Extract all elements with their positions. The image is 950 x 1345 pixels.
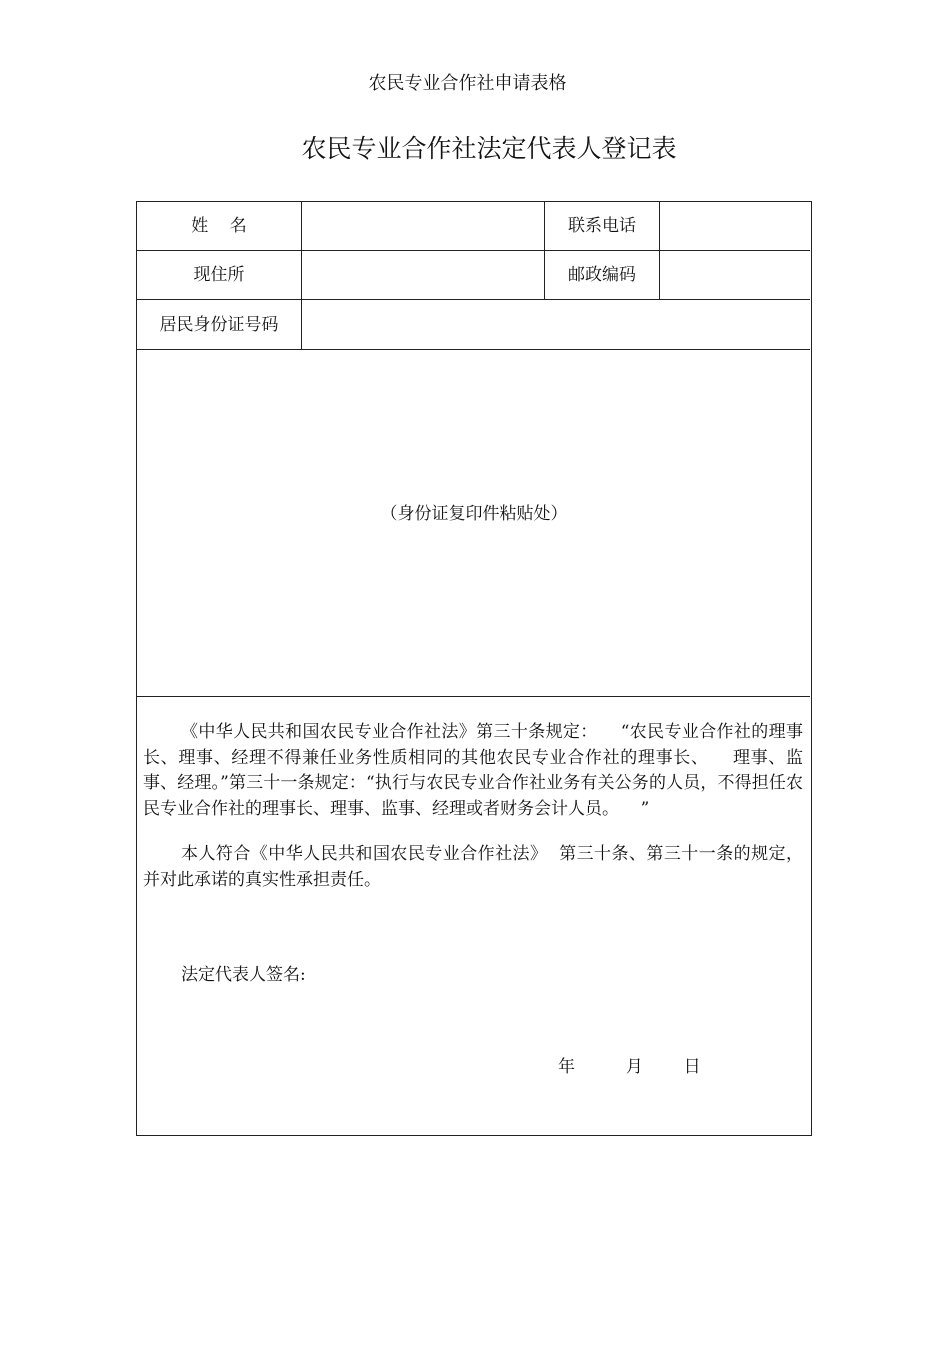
row-divider [137,696,810,697]
id-copy-placeholder: （身份证复印件粘贴处） [380,504,568,524]
name-field[interactable] [302,202,544,250]
declaration-commitment-text: 本人符合《中华人民共和国农民专业合作社法》 第三十条、第三十一条的规定，并对此承诺的真实性承担责任。 [143,844,803,890]
id-number-field[interactable] [302,300,810,349]
registration-form [136,201,812,1136]
declaration-law-text: 《中华人民共和国农民专业合作社法》第三十条规定： “农民专业合作社的理事长、理事、经理不得兼任业务性质相同的其他农民专业合作社的理事长、 理事、监事、经理。”第三十一条规定：“执行与农民专业合作社业务有关公务的人员，不得担任农民专业合作社的理事长、理事、监事、经理或者财务会计人员。 ” [143,722,803,819]
address-field[interactable] [302,251,544,299]
name-label: 姓 名 [191,216,247,236]
date-day-label: 日 [683,1057,701,1077]
page-subtitle: 农民专业合作社申请表格 [368,73,567,94]
row-divider [137,349,810,350]
signature-date [558,1052,701,1077]
phone-field[interactable] [660,202,810,250]
postcode-field[interactable] [660,251,810,299]
date-month-label: 月 [625,1057,643,1077]
postcode-label: 邮政编码 [568,265,636,285]
id-number-label: 居民身份证号码 [159,314,279,335]
address-label: 现住所 [193,265,245,285]
phone-label: 联系电话 [568,216,636,236]
document-title: 农民专业合作社法定代表人登记表 [301,134,677,163]
date-year-label: 年 [558,1057,575,1077]
signature-label: 法定代表人签名: [181,965,306,985]
